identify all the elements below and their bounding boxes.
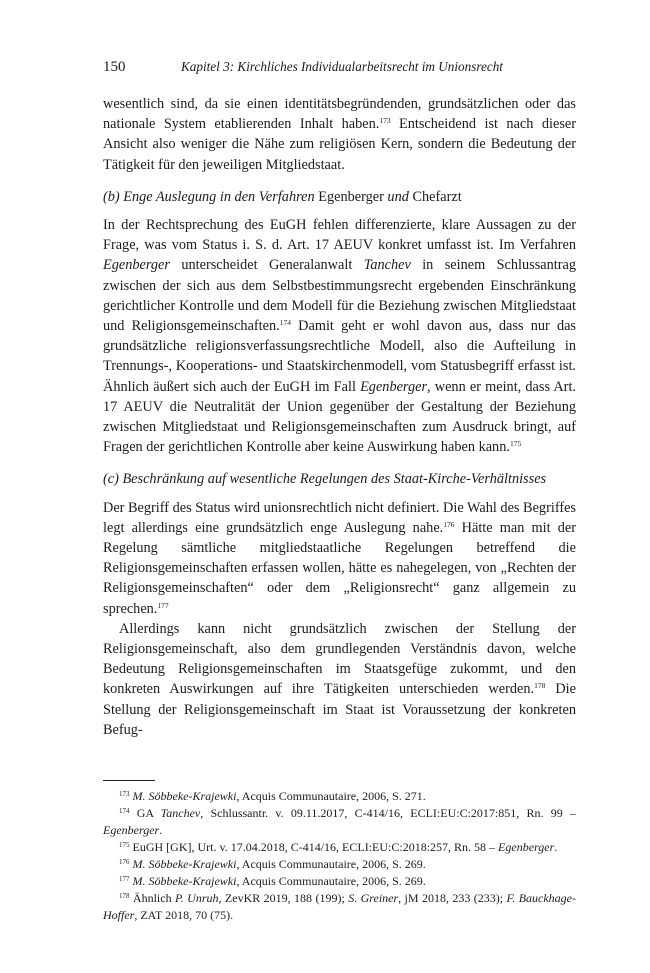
footnote-number: 177 xyxy=(119,875,130,884)
footnote-176 xyxy=(103,856,576,873)
footnote-text: , Acquis Communautaire, 2006, S. 269. xyxy=(236,874,426,889)
footnote-ref-173: 173 xyxy=(379,116,391,126)
text-run: Allerdings kann nicht grundsätzlich zwischen der Stellung der Religionsgemeinschaft, also dem grundlegenden Verständnis davon, welche Bedeutung Religionsgemeinschaften im Staatsgefüge zukommt, und den konkreten Auswirkungen auf ihre Tätigkeiten unterschieden werden. xyxy=(103,620,576,698)
text-run: Der Begriff des Status wird unionsrechtlich nicht definiert. Die Wahl des Begriffes legt allerdings eine grundsätzlich enge Auslegung nahe. xyxy=(103,499,576,536)
section-heading-c xyxy=(103,469,576,489)
paragraph-section-c-1 xyxy=(103,498,576,619)
book-page xyxy=(103,56,576,924)
footnote-ref-174: 174 xyxy=(279,318,291,328)
footnotes xyxy=(103,788,576,924)
footnote-italic-text: M. Söbbeke-Krajewki xyxy=(132,789,237,804)
footnote-text: , ZevKR 2019, 188 (199); xyxy=(218,891,349,906)
footnote-173 xyxy=(103,788,576,805)
text-run: , wenn er meint, dass Art. 17 AEUV die Neutralität der Union gegenüber der Gestaltung der Beziehung zwischen Mitgliedstaat und Religionsgemeinschaften zum Ausdruck bringt, auf Fragen der gerichtlichen Kontrolle aber keine Auswirkung haben kann. xyxy=(103,378,576,456)
heading-case-name: Chefarzt xyxy=(412,188,462,205)
case-name: Egenberger xyxy=(103,257,170,274)
person-name: Tanchev xyxy=(363,257,411,274)
footnote-text: . xyxy=(554,840,558,855)
chapter-title: Kapitel 3: Kirchliches Individualarbeitsrecht im Unionsrecht xyxy=(181,59,503,74)
paragraph-section-b xyxy=(103,215,576,457)
heading-text: (c) Beschränkung auf wesentliche Regelungen des Staat-Kirche-Verhältnisses xyxy=(103,471,547,488)
footnote-italic-text: Egenberger xyxy=(103,823,160,838)
paragraph-section-c-2 xyxy=(103,619,576,740)
running-head xyxy=(103,56,576,78)
footnote-italic-text: M. Söbbeke-Krajewki xyxy=(132,874,237,889)
footnote-number: 176 xyxy=(119,858,130,867)
text-run: in seinem Schlussantrag zwischen der sich aus dem Selbstbestimmungsrecht ergebenden Einschränkung gerichtlicher Kontrolle und dem Modell für die Beziehung zwischen Mitgliedstaat und Religionsgemeinschaften. xyxy=(103,257,576,335)
footnote-text: . xyxy=(159,823,163,838)
text-run: Damit geht er wohl davon aus, dass nur das grundsätzliche religionsverfassungsrechtliche Modell, also die Aufteilung in Trennungs-, Kooperations- und Staatskirchenmodell, vom Statusbegriff erfasst ist. Ähnlich äußert sich auch der EuGH im Fall xyxy=(103,318,576,395)
footnote-text: , Schlussantr. v. 09.11.2017, C-414/16, ECLI:EU:C:2017:851, Rn. 99 – xyxy=(200,806,576,821)
footnote-italic-text: P. Unruh xyxy=(174,891,219,906)
footnote-number: 175 xyxy=(119,841,130,850)
footnote-italic-text: Tanchev xyxy=(160,806,201,821)
footnote-italic-text: Egenberger xyxy=(498,840,555,855)
section-heading-b xyxy=(103,187,576,207)
footnote-text: , ZAT 2018, 70 (75). xyxy=(134,908,234,923)
heading-text: (b) Enge Auslegung in den Verfahren xyxy=(103,188,319,205)
footnote-ref-178: 178 xyxy=(534,681,546,691)
footnote-text: Ähnlich xyxy=(132,891,175,906)
main-text xyxy=(103,94,576,740)
footnote-ref-175: 175 xyxy=(509,439,522,449)
page-number: 150 xyxy=(103,59,126,75)
footnote-text: , jM 2018, 233 (233); xyxy=(398,891,507,906)
heading-text: und xyxy=(383,188,413,205)
footnote-italic-text: S. Greiner xyxy=(348,891,399,906)
text-run: Die Stellung der Religionsgemeinschaft im Staat ist Voraussetzung der konkreten Befug- xyxy=(103,681,576,738)
footnote-ref-176: 176 xyxy=(443,519,455,529)
footnote-text: EuGH [GK], Urt. v. 17.04.2018, C-414/16, ECLI:EU:C:2018:257, Rn. 58 – xyxy=(132,840,499,855)
footnote-text: GA xyxy=(136,806,161,821)
paragraph-intro xyxy=(103,94,576,175)
footnote-number: 178 xyxy=(119,892,130,901)
text-run: unterscheidet Generalanwalt xyxy=(169,257,364,274)
footnote-178 xyxy=(103,890,576,924)
text-run: Hätte man mit der Regelung sämtliche mitgliedstaatliche Regelungen betreffend die Religionsgemeinschaften erfassen wollen, hätte es nahegelegen, von „Rechten der Religionsgemeinschaften“ oder dem „Religionsrecht“ ganz allgemein zu sprechen. xyxy=(103,519,576,617)
footnote-174 xyxy=(103,805,576,839)
heading-case-name: Egenberger xyxy=(318,188,384,205)
footnote-177 xyxy=(103,873,576,890)
footnote-number: 174 xyxy=(119,807,130,816)
footnote-text: , Acquis Communautaire, 2006, S. 271. xyxy=(236,789,426,804)
footnote-number: 173 xyxy=(119,790,130,799)
text-run: Entscheidend ist nach dieser Ansicht also weniger die Nähe zum religiösen Kern, sondern die Bedeutung der Tätigkeit für den jeweiligen Mitgliedstaat. xyxy=(103,116,576,173)
footnote-text: , Acquis Communautaire, 2006, S. 269. xyxy=(236,857,426,872)
footnote-divider xyxy=(103,780,155,781)
footnote-italic-text: F. Bauckhage-Hoffer xyxy=(103,891,577,923)
text-run: wesentlich sind, da sie einen identitätsbegründenden, grundsätzlichen oder das nationale System etablierenden Inhalt haben. xyxy=(103,96,576,133)
footnote-italic-text: M. Söbbeke-Krajewki xyxy=(132,857,237,872)
footnote-175 xyxy=(103,839,576,856)
case-name: Egenberger xyxy=(360,378,428,395)
text-run: In der Rechtsprechung des EuGH fehlen differenzierte, klare Aussagen zu der Frage, was vom Status i. S. d. Art. 17 AEUV konkret umfasst ist. Im Verfahren xyxy=(103,217,576,254)
footnote-ref-177: 177 xyxy=(157,600,169,610)
